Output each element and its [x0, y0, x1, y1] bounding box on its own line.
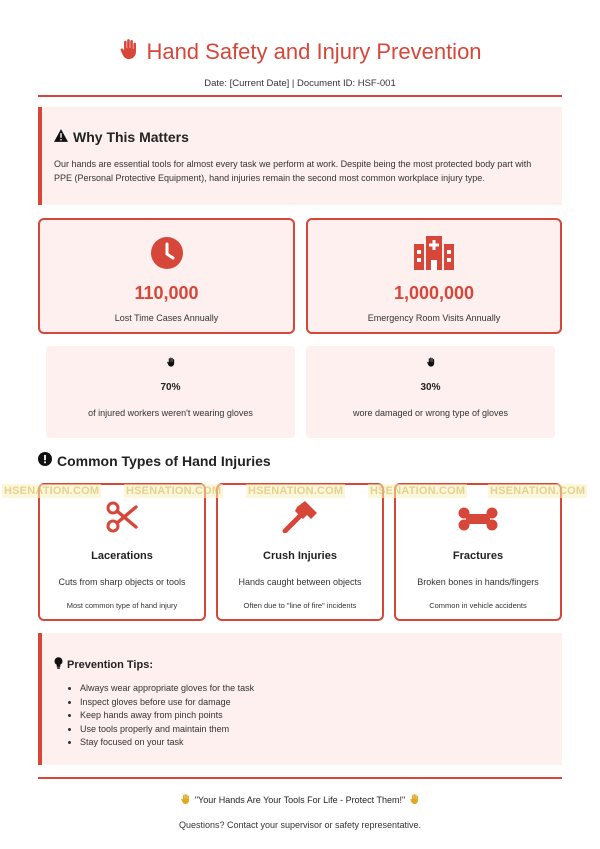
- hospital-icon: [308, 236, 560, 270]
- glove-stat-card-no-gloves: [46, 346, 295, 438]
- injury-name: Fractures: [452, 550, 504, 562]
- warning-icon: [54, 129, 68, 145]
- glove-stat-label: wore damaged or wrong type of gloves: [352, 408, 509, 418]
- prevention-tips-section: [38, 633, 562, 765]
- header-divider: [38, 95, 562, 97]
- why-heading: Why This Matters: [73, 129, 189, 145]
- stat-card-lost-time: [38, 218, 295, 334]
- stat-label: Emergency Room Visits Annually: [367, 313, 501, 323]
- watermark: HSENATION.COM: [248, 485, 344, 497]
- tips-list: [54, 682, 550, 750]
- injuries-heading-row: [38, 452, 271, 469]
- scissors-icon: [40, 501, 204, 533]
- injury-name: Crush Injuries: [263, 550, 337, 562]
- watermark: HSENATION.COM: [370, 485, 466, 497]
- tips-heading: Prevention Tips:: [67, 658, 153, 671]
- injury-note: Often due to "line of fire" incidents: [243, 601, 357, 610]
- injury-desc: Cuts from sharp objects or tools: [58, 577, 186, 587]
- list-item: • Keep hands away from pinch points: [80, 709, 550, 723]
- list-item: • Stay focused on your task: [80, 736, 550, 750]
- injury-name: Lacerations: [91, 550, 153, 562]
- hand-icon: [46, 356, 295, 368]
- glove-stat-value: 70%: [160, 382, 181, 393]
- footer-quote: "Your Hands Are Your Tools For Life - Protect Them!": [194, 795, 406, 805]
- raised-hand-icon: [409, 793, 420, 807]
- why-heading-row: [54, 129, 550, 145]
- raised-hand-icon: [180, 793, 191, 807]
- glove-stat-label: of injured workers weren't wearing gloves: [88, 408, 253, 418]
- injury-desc: Hands caught between objects: [238, 577, 362, 587]
- footer-quote-row: [0, 793, 600, 807]
- list-item: • Always wear appropriate gloves for the task: [80, 682, 550, 696]
- injury-card-lacerations: [38, 483, 206, 621]
- watermark: HSENATION.COM: [4, 485, 100, 497]
- glove-stat-card-wrong-gloves: [306, 346, 555, 438]
- bone-icon: [396, 501, 560, 531]
- injury-desc: Broken bones in hands/fingers: [417, 577, 539, 587]
- page-title-row: [0, 38, 600, 66]
- why-section: [38, 107, 562, 205]
- watermark-strip: [0, 484, 600, 502]
- stat-value: 110,000: [134, 283, 199, 303]
- stat-value: 1,000,000: [393, 283, 475, 303]
- injury-note: Most common type of hand injury: [66, 601, 178, 610]
- footer-contact: Questions? Contact your supervisor or safety representative.: [178, 820, 422, 830]
- clock-icon: [40, 236, 293, 270]
- injury-card-fractures: [394, 483, 562, 621]
- watermark: HSENATION.COM: [490, 485, 586, 497]
- hand-icon: [306, 356, 555, 368]
- hammer-icon: [218, 501, 382, 533]
- list-item: • Inspect gloves before use for damage: [80, 696, 550, 710]
- list-item: • Use tools properly and maintain them: [80, 723, 550, 737]
- stat-label: Lost Time Cases Annually: [114, 313, 219, 323]
- glove-stat-value: 30%: [420, 382, 441, 393]
- exclamation-circle-icon: [38, 452, 52, 469]
- stat-card-er-visits: [306, 218, 562, 334]
- injury-card-crush: [216, 483, 384, 621]
- page-title: Hand Safety and Injury Prevention: [146, 39, 482, 64]
- lightbulb-icon: [54, 657, 63, 672]
- document-meta: Date: [Current Date] | Document ID: HSF-001: [204, 78, 396, 89]
- tips-heading-row: [54, 657, 550, 672]
- hand-icon: [118, 38, 140, 66]
- why-body: Our hands are essential tools for almost every task we perform at work. Despite being the most protected body part with PPE (Personal Protective Equipment), hand injuries remain the second most common workplace injury type.: [54, 159, 532, 184]
- injury-note: Common in vehicle accidents: [429, 601, 527, 610]
- injuries-heading: Common Types of Hand Injuries: [57, 452, 271, 469]
- footer-divider: [38, 777, 562, 779]
- watermark: HSENATION.COM: [126, 485, 222, 497]
